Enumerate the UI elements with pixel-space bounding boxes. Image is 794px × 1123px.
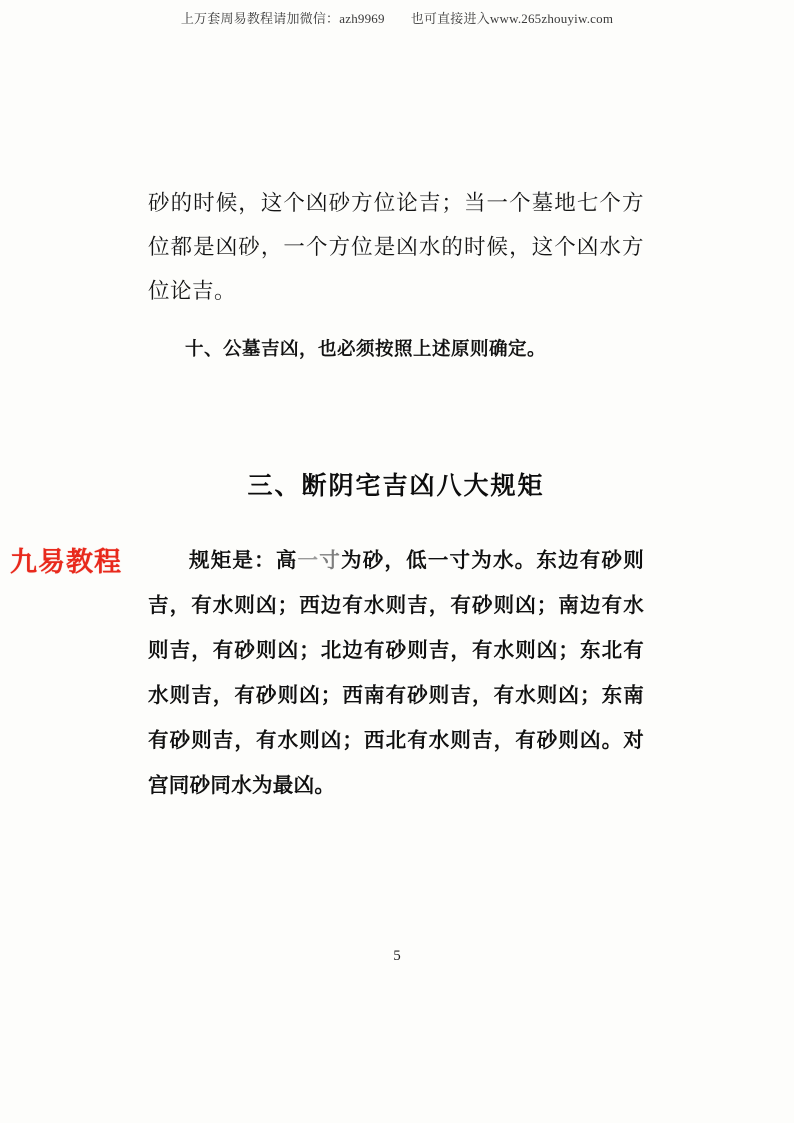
paragraph-continuation: 砂的时候，这个凶砂方位论吉；当一个墓地七个方位都是凶砂，一个方位是凶水的时候，这个凶水方位论吉。: [148, 191, 644, 304]
paragraph-rules: [148, 538, 644, 808]
header-banner: [0, 8, 794, 27]
watermark-logo: 九易教程: [10, 547, 122, 578]
document-body: [148, 182, 644, 808]
rule-rest-text: 为砂，低一寸为水。东边有砂则吉，有水则凶；西边有水则吉，有砂则凶；南边有水则吉，有砂则凶；北边有砂则吉，有水则凶；东北有水则吉，有砂则凶；西南有砂则吉，有水则凶；东南有砂则吉，有水则凶；西北有水则吉，有砂则凶。对宫同砂同水为最凶。: [148, 548, 644, 797]
paragraph-item-ten: 十、公墓吉凶，也必须按照上述原则确定。: [185, 339, 547, 360]
rule-lead-text: 规矩是：高: [189, 548, 298, 572]
spacer: [148, 370, 644, 466]
page-number: 5: [393, 948, 401, 964]
banner-left-text: 上万套周易教程请加微信：azh9969: [180, 11, 385, 26]
spacer: [148, 502, 644, 538]
rule-faded-char-1: 一: [297, 548, 320, 572]
spacer: [148, 314, 644, 330]
banner-right-text: 也可直接进入www.265zhouyiw.com: [410, 11, 614, 26]
section-heading: 三、断阴宅吉凶八大规矩: [247, 471, 545, 500]
rule-faded-char-2: 寸: [319, 548, 341, 572]
